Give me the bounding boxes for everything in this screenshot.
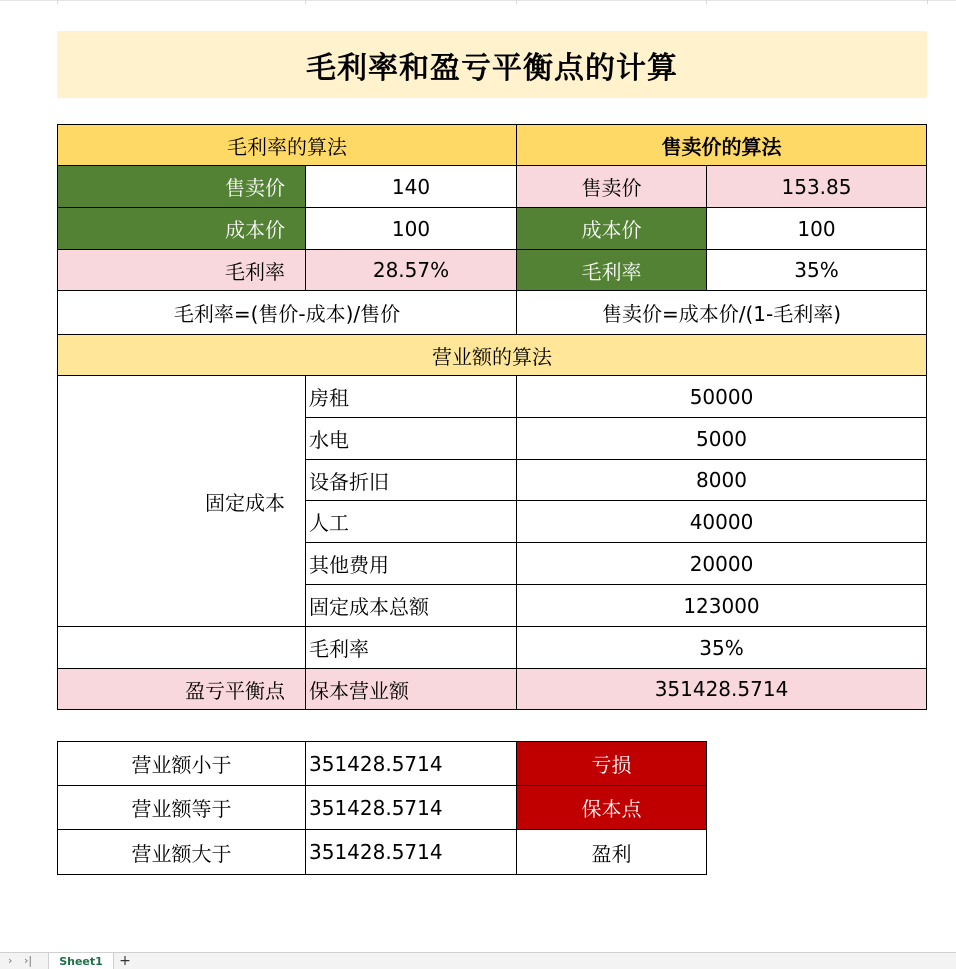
cost-item-value[interactable]: 8000	[516, 459, 927, 501]
right-margin-value[interactable]: 35%	[706, 249, 927, 291]
cost-item-value[interactable]: 40000	[516, 500, 927, 543]
column-divider	[57, 0, 58, 4]
left-margin-label[interactable]: 毛利率	[57, 249, 306, 291]
sheet-tab-bar	[0, 952, 956, 969]
right-cost-value[interactable]: 100	[706, 207, 927, 250]
left-cost-label[interactable]: 成本价	[57, 207, 306, 250]
cost-item-label[interactable]: 其他费用	[305, 542, 517, 585]
price-formula[interactable]: 售卖价=成本价/(1-毛利率)	[516, 290, 927, 335]
right-price-value[interactable]: 153.85	[706, 165, 927, 208]
sheet-tab-sheet1[interactable]	[48, 953, 114, 969]
add-sheet-icon[interactable]: +	[119, 953, 131, 969]
result-row-label[interactable]: 营业额等于	[57, 785, 306, 830]
cost-item-label[interactable]: 设备折旧	[305, 459, 517, 501]
result-loss-badge[interactable]: 亏损	[516, 741, 707, 786]
left-price-value[interactable]: 140	[305, 165, 517, 208]
title-band[interactable]	[57, 31, 927, 98]
fixed-cost-total-value[interactable]: 123000	[516, 584, 927, 627]
margin-formula[interactable]: 毛利率=(售价-成本)/售价	[57, 290, 517, 335]
fixed-cost-total-label[interactable]: 固定成本总额	[305, 584, 517, 627]
revenue-margin-label[interactable]: 毛利率	[305, 626, 517, 669]
price-method-header[interactable]: 售卖价的算法	[516, 124, 927, 166]
last-sheet-icon[interactable]: ›|	[24, 954, 33, 967]
left-margin-value[interactable]: 28.57%	[305, 249, 517, 291]
column-divider	[516, 0, 517, 4]
sheet-top-gridline	[0, 0, 956, 1]
right-margin-label[interactable]: 毛利率	[516, 249, 707, 291]
cost-item-value[interactable]: 5000	[516, 417, 927, 460]
result-breakeven-badge[interactable]: 保本点	[516, 785, 707, 830]
result-row-label[interactable]: 营业额大于	[57, 829, 306, 875]
result-row-value[interactable]: 351428.5714	[305, 829, 517, 875]
result-row-value[interactable]: 351428.5714	[305, 741, 517, 786]
left-cost-value[interactable]: 100	[305, 207, 517, 250]
left-price-label[interactable]: 售卖价	[57, 165, 306, 208]
revenue-margin-value[interactable]: 35%	[516, 626, 927, 669]
result-row-label[interactable]: 营业额小于	[57, 741, 306, 786]
page-title: 毛利率和盈亏平衡点的计算	[306, 50, 678, 86]
cost-item-value[interactable]: 20000	[516, 542, 927, 585]
column-divider	[706, 0, 707, 4]
column-divider	[305, 0, 306, 4]
prev-sheet-icon[interactable]: ›	[8, 954, 13, 967]
cost-item-label[interactable]: 房租	[305, 375, 517, 418]
breakeven-revenue-label[interactable]: 保本营业额	[305, 668, 517, 710]
result-row-value[interactable]: 351428.5714	[305, 785, 517, 830]
cost-item-value[interactable]: 50000	[516, 375, 927, 418]
right-price-label[interactable]: 售卖价	[516, 165, 707, 208]
breakeven-group-label[interactable]: 盈亏平衡点	[57, 668, 306, 710]
cost-item-label[interactable]: 水电	[305, 417, 517, 460]
cost-item-label[interactable]: 人工	[305, 500, 517, 543]
empty-cell[interactable]	[57, 626, 306, 669]
result-profit-cell[interactable]: 盈利	[516, 829, 707, 875]
margin-method-header[interactable]: 毛利率的算法	[57, 124, 517, 166]
sheet-tab-label: Sheet1	[59, 954, 103, 968]
breakeven-revenue-value[interactable]: 351428.5714	[516, 668, 927, 710]
column-divider	[927, 0, 928, 4]
fixed-cost-group-label[interactable]: 固定成本	[57, 375, 306, 627]
revenue-method-header[interactable]: 营业额的算法	[57, 334, 927, 376]
right-cost-label[interactable]: 成本价	[516, 207, 707, 250]
